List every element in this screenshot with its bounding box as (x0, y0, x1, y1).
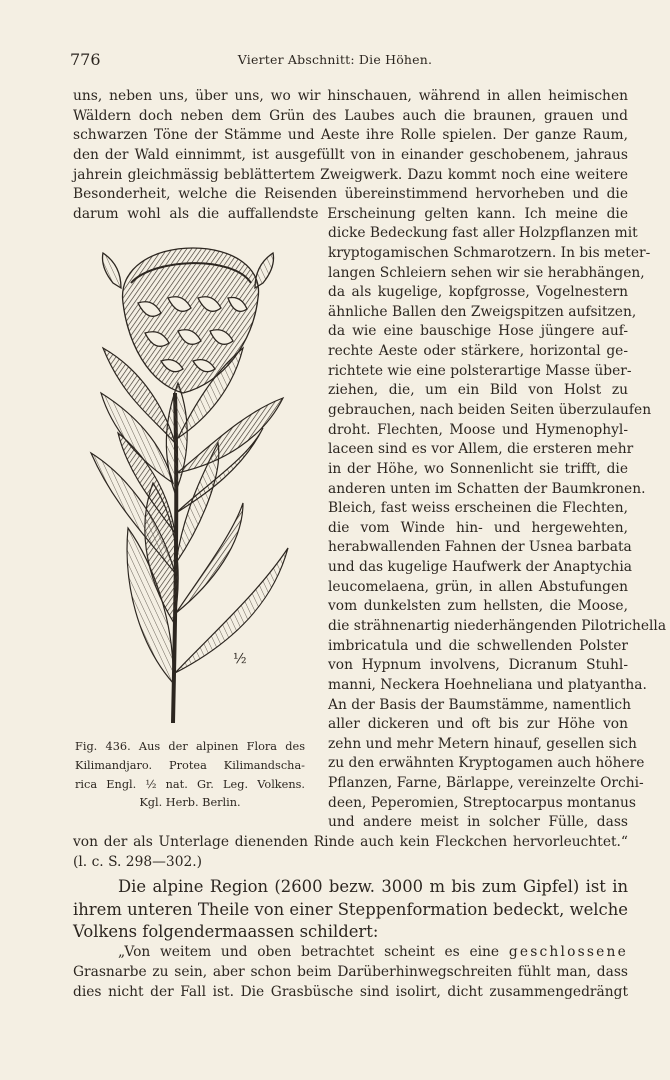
text-line: manni, Neckera Hoehneliana und platyantha. (328, 677, 647, 693)
text-line: ähnliche Ballen den Zweigspitzen aufsitzen, (328, 304, 637, 320)
text-line: Wäldern doch neben dem Grün des Laubes auch die braunen, grauen und (73, 108, 628, 124)
text-line (118, 946, 628, 960)
text-line: da als kugelige, kopfgrosse, Vogelnestern (328, 284, 628, 300)
text-line: den der Wald einnimmt, ist ausgefüllt von in einander geschobenem, jahraus (73, 147, 628, 163)
protea-illustration (83, 243, 303, 733)
text-line: leucomelaena, grün, in allen Abstufungen (328, 579, 628, 595)
text-line: aller dickeren und oft bis zur Höhe von (328, 716, 628, 732)
text-line: Volkens folgendermaassen schildert: (73, 922, 379, 941)
text-line: vom dunkelsten zum hellsten, die Moose, (328, 598, 628, 614)
page-number: 776 (70, 50, 101, 69)
text-line: Pflanzen, Farne, Bärlappe, vereinzelte Orchi- (328, 775, 644, 791)
text-line: gebrauchen, nach beiden Seiten überzulaufen (328, 402, 652, 418)
text-line: die strähnenartig niederhängenden Pilotrichella (328, 618, 667, 634)
text-line: An der Basis der Baumstämme, namentlich (328, 697, 632, 713)
figure-caption-line: Kilimandjaro. Protea Kilimandscha- (75, 759, 305, 772)
text-line: von der als Unterlage dienenden Rinde auch kein Fleckchen hervorleuchtet.“ (73, 834, 628, 850)
text-line: Bleich, fast weiss erscheinen die Flechten, (328, 500, 628, 516)
text-line: zehn und mehr Metern hinauf, gesellen sich (328, 736, 637, 752)
text-line: deen, Peperomien, Streptocarpus montanus (328, 795, 636, 811)
text-line: und andere meist in solcher Fülle, dass (328, 814, 628, 830)
scale-label: ½ (233, 651, 247, 667)
text-line: droht. Flechten, Moose und Hymenophyl- (328, 422, 628, 438)
quote-spaced-word: geschlossene (508, 944, 628, 960)
text-line: dies nicht der Fall ist. Die Grasbüsche sind isolirt, dicht zusammengedrängt (73, 984, 628, 1000)
text-line: anderen unten im Schatten der Baumkronen. (328, 481, 646, 497)
text-line: darum wohl als die auffallendste Erscheinung gelten kann. Ich meine die (73, 206, 628, 222)
figure-caption-line: rica Engl. ½ nat. Gr. Leg. Volkens. (75, 778, 305, 791)
text-line: rechte Aeste oder stärkere, horizontal ge- (328, 343, 628, 359)
figure-caption-line: Fig. 436. Aus der alpinen Flora des (75, 740, 305, 753)
text-line: Besonderheit, welche die Reisenden übereinstimmend hervorheben und die (73, 186, 628, 202)
text-line: laceen sind es vor Allem, die ersteren mehr (328, 441, 634, 457)
text-line: jahrein gleichmässig beblättertem Zweigwerk. Dazu kommt noch eine weitere (73, 167, 628, 183)
quote-start: „Von weitem und oben betrachtet scheint es eine (118, 944, 500, 960)
text-line: da wie eine bauschige Hose jüngere auf- (328, 323, 628, 339)
text-line: uns, neben uns, über uns, wo wir hinschauen, während in allen heimischen (73, 88, 628, 104)
text-line: und das kugelige Haufwerk der Anaptychia (328, 559, 633, 575)
text-line: ziehen, die, um ein Bild von Holst zu (328, 382, 628, 398)
text-line: zu den erwähnten Kryptogamen auch höhere (328, 755, 645, 771)
text-line: herabwallenden Fahnen der Usnea barbata (328, 539, 632, 555)
text-line: die vom Winde hin- und hergewehten, (328, 520, 628, 536)
figure-caption-line: Kgl. Herb. Berlin. (139, 796, 241, 809)
text-line: Die alpine Region (2600 bezw. 3000 m bis zum Gipfel) ist in (118, 877, 628, 896)
text-line: ihrem unteren Theile von einer Steppenformation bedeckt, welche (73, 900, 628, 919)
text-line: langen Schleiern sehen wir sie herabhängen, (328, 265, 645, 281)
text-line: in der Höhe, wo Sonnenlicht sie trifft, die (328, 461, 628, 477)
text-line: dicke Bedeckung fast aller Holzpflanzen mit (328, 225, 638, 241)
running-head: Vierter Abschnitt: Die Höhen. (237, 52, 433, 67)
text-line: kryptogamischen Schmarotzern. In bis meter- (328, 245, 651, 261)
text-line: richtete wie eine polsterartige Masse über- (328, 363, 632, 379)
text-line: Grasnarbe zu sein, aber schon beim Darüberhinwegschreiten fühlt man, dass (73, 964, 628, 980)
text-line: imbricatula und die schwellenden Polster (328, 638, 628, 654)
text-line: schwarzen Töne der Stämme und Aeste ihre Rolle spielen. Der ganze Raum, (73, 127, 628, 143)
text-line: (l. c. S. 298—302.) (73, 854, 203, 870)
text-line: von Hypnum involvens, Dicranum Stuhl- (328, 657, 628, 673)
